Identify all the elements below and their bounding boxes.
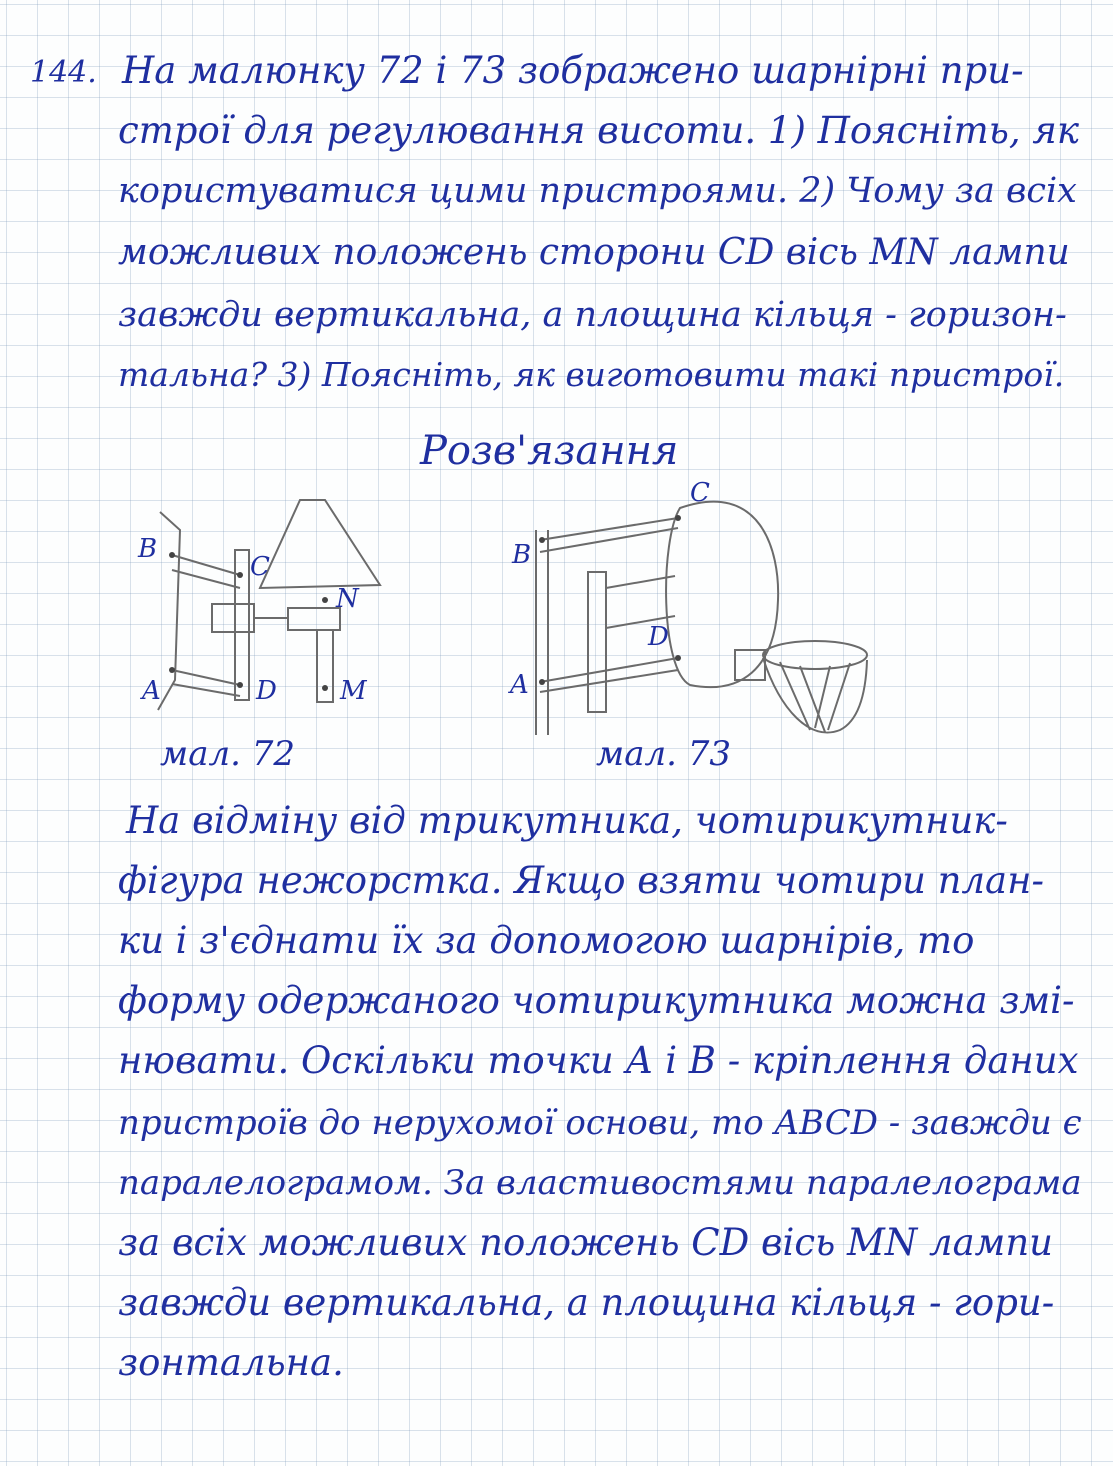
rod-ad-lower [172,684,240,696]
point-d-dot [675,655,681,661]
point-c-dot [675,515,681,521]
cross-rod-upper [606,576,675,588]
problem-line: строї для регулювання висоти. 1) Поясніть, як [118,109,1079,152]
ring-clamp [735,650,765,680]
problem-line: тальна? 3) Поясніть, як виготовити такі пристрої. [118,355,1065,394]
solution-line: ки і з'єднати їх за допомогою шарнірів, то [118,919,975,962]
problem-line: На малюнку 72 і 73 зображено шарнірні при- [122,49,1024,92]
basket-ring [763,641,867,669]
fig73-caption: мал. 73 [596,734,731,774]
solution-line: фігура нежорстка. Якщо взяти чотири план- [118,859,1044,902]
fig72-label-c: C [250,552,270,582]
fig72-label-m: M [340,676,367,706]
fig73-label-d: D [648,622,669,652]
joint-box-left [212,604,254,632]
point-n-dot [322,597,328,603]
problem-number: 144. [30,55,97,90]
solution-line: зонтальна. [118,1341,344,1384]
fig73-label-c: C [690,478,710,508]
point-d-dot [237,682,243,688]
point-b-dot [539,537,545,543]
solution-line: завжди вертикальна, а площина кільця - гори- [118,1281,1055,1324]
joint-box-right [288,608,340,630]
point-a-dot [169,667,175,673]
rod-bc [540,518,678,540]
solution-line: форму одержаного чотирикутника можна змі- [118,979,1075,1022]
solution-line: паралелограмом. За властивостями паралелограма [118,1163,1082,1203]
solution-line: за всіх можливих положень CD вісь MN лампи [118,1221,1053,1264]
solution-title: Розв'язання [420,428,679,474]
fig72-caption: мал. 72 [160,734,295,774]
fig72-label-b: B [138,534,158,564]
point-a-dot [539,679,545,685]
fig72-label-a: A [142,676,161,706]
fig73-label-a: A [510,670,529,700]
lamp-shade [260,500,380,588]
problem-line: користуватися цими пристроями. 2) Чому за всіх [118,171,1077,211]
figure-73-drawing [510,480,890,750]
solution-line: На відміну від трикутника, чотирикутник- [126,799,1008,842]
wall-bracket [158,512,180,710]
problem-line: завжди вертикальна, а площина кільця - горизон- [118,295,1067,335]
point-c-dot [237,572,243,578]
fig72-label-d: D [256,676,277,706]
lamp-stem [317,630,333,702]
rod-ad [540,658,678,682]
solution-line: нювати. Оскільки точки А і В - кріплення даних [118,1039,1079,1082]
point-m-dot [322,685,328,691]
rod-ad-lower [540,670,678,692]
vertical-post [235,550,249,700]
solution-line: пристроїв до нерухомої основи, то ABCD - завжди є [118,1103,1082,1143]
rod-ad [172,670,240,685]
fig72-label-n: N [336,584,359,614]
rod-bc-lower [540,528,678,552]
problem-line: можливих положень сторони CD вісь MN лампи [118,232,1070,273]
oval-mirror [666,502,778,688]
point-b-dot [169,552,175,558]
fig73-label-b: B [512,540,532,570]
inner-post [588,572,606,712]
